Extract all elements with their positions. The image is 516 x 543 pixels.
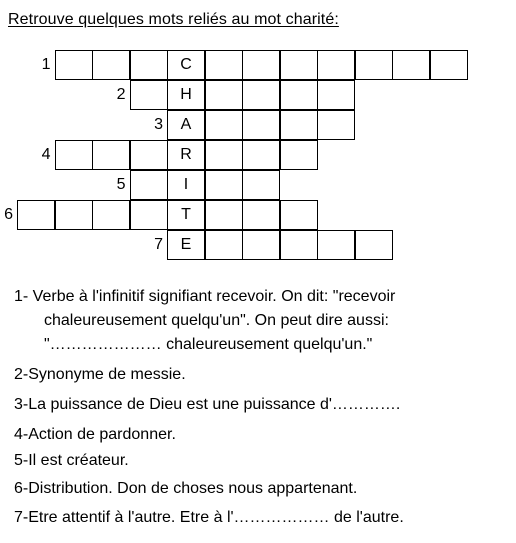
clue-6: 6-Distribution. Don de choses nous appartenant.	[14, 480, 358, 497]
crossword-empty-cell	[242, 200, 280, 230]
crossword-row-number: 6	[4, 206, 13, 223]
crossword-empty-cell	[205, 140, 243, 170]
crossword-empty-cell	[280, 200, 318, 230]
crossword-letter: I	[183, 176, 189, 193]
clue-3: 3-La puissance de Dieu est une puissance d'………….	[14, 396, 401, 413]
crossword-letter-cell	[167, 50, 205, 80]
crossword-empty-cell	[430, 50, 468, 80]
crossword-letter: T	[181, 206, 191, 223]
crossword-empty-cell	[355, 230, 393, 260]
clue-7: 7-Etre attentif à l'autre. Etre à l'……………… de l'autre.	[14, 509, 404, 526]
crossword-empty-cell	[92, 140, 130, 170]
clue-5: 5-Il est créateur.	[14, 452, 129, 469]
crossword-empty-cell	[280, 80, 318, 110]
crossword-row-number: 3	[154, 116, 163, 133]
crossword-empty-cell	[130, 200, 168, 230]
crossword-row-number: 5	[116, 176, 126, 193]
crossword-empty-cell	[92, 50, 130, 80]
page-title: Retrouve quelques mots reliés au mot charité:	[8, 11, 339, 28]
crossword-empty-cell	[130, 140, 168, 170]
crossword-letter-cell	[167, 230, 205, 260]
crossword-row-number: 1	[41, 56, 51, 73]
crossword-empty-cell	[317, 110, 355, 140]
clue-1-line-3: "………………… chaleureusement quelqu'un."	[44, 336, 373, 353]
crossword-empty-cell	[205, 110, 243, 140]
crossword-empty-cell	[130, 50, 168, 80]
crossword-empty-cell	[242, 230, 280, 260]
clue-1-line-2: chaleureusement quelqu'un". On peut dire aussi:	[44, 312, 389, 329]
clue-4: 4-Action de pardonner.	[14, 426, 176, 443]
crossword-empty-cell	[392, 50, 430, 80]
crossword-row-number: 7	[154, 236, 163, 253]
crossword-row-number: 2	[116, 86, 126, 103]
crossword-empty-cell	[242, 80, 280, 110]
crossword-empty-cell	[317, 80, 355, 110]
crossword-letter: C	[180, 56, 192, 73]
clue-1-line-1: 1- Verbe à l'infinitif signifiant recevoir. On dit: "recevoir	[14, 288, 396, 305]
crossword-empty-cell	[242, 140, 280, 170]
crossword-letter: R	[180, 146, 192, 163]
crossword-empty-cell	[205, 230, 243, 260]
crossword-empty-cell	[242, 110, 280, 140]
crossword-letter-cell	[167, 80, 205, 110]
crossword-empty-cell	[280, 50, 318, 80]
crossword-letter: A	[180, 116, 192, 133]
crossword-empty-cell	[280, 230, 318, 260]
crossword-empty-cell	[205, 80, 243, 110]
crossword-empty-cell	[242, 170, 280, 200]
crossword-empty-cell	[55, 140, 93, 170]
crossword-letter-cell	[167, 110, 205, 140]
clue-2: 2-Synonyme de messie.	[14, 366, 186, 383]
crossword-empty-cell	[355, 50, 393, 80]
crossword-empty-cell	[55, 200, 93, 230]
crossword-empty-cell	[242, 50, 280, 80]
crossword-empty-cell	[317, 230, 355, 260]
crossword-letter-cell	[167, 170, 205, 200]
crossword-row-number: 4	[41, 146, 51, 163]
crossword-empty-cell	[280, 140, 318, 170]
crossword-empty-cell	[130, 80, 168, 110]
crossword-empty-cell	[317, 50, 355, 80]
crossword-empty-cell	[130, 170, 168, 200]
crossword-empty-cell	[92, 200, 130, 230]
crossword-empty-cell	[205, 200, 243, 230]
crossword-letter-cell	[167, 140, 205, 170]
crossword-letter: E	[180, 236, 192, 253]
crossword-empty-cell	[17, 200, 55, 230]
crossword-empty-cell	[205, 170, 243, 200]
crossword-letter: H	[180, 86, 192, 103]
crossword-letter-cell	[167, 200, 205, 230]
crossword-empty-cell	[280, 110, 318, 140]
crossword-empty-cell	[55, 50, 93, 80]
crossword-empty-cell	[205, 50, 243, 80]
